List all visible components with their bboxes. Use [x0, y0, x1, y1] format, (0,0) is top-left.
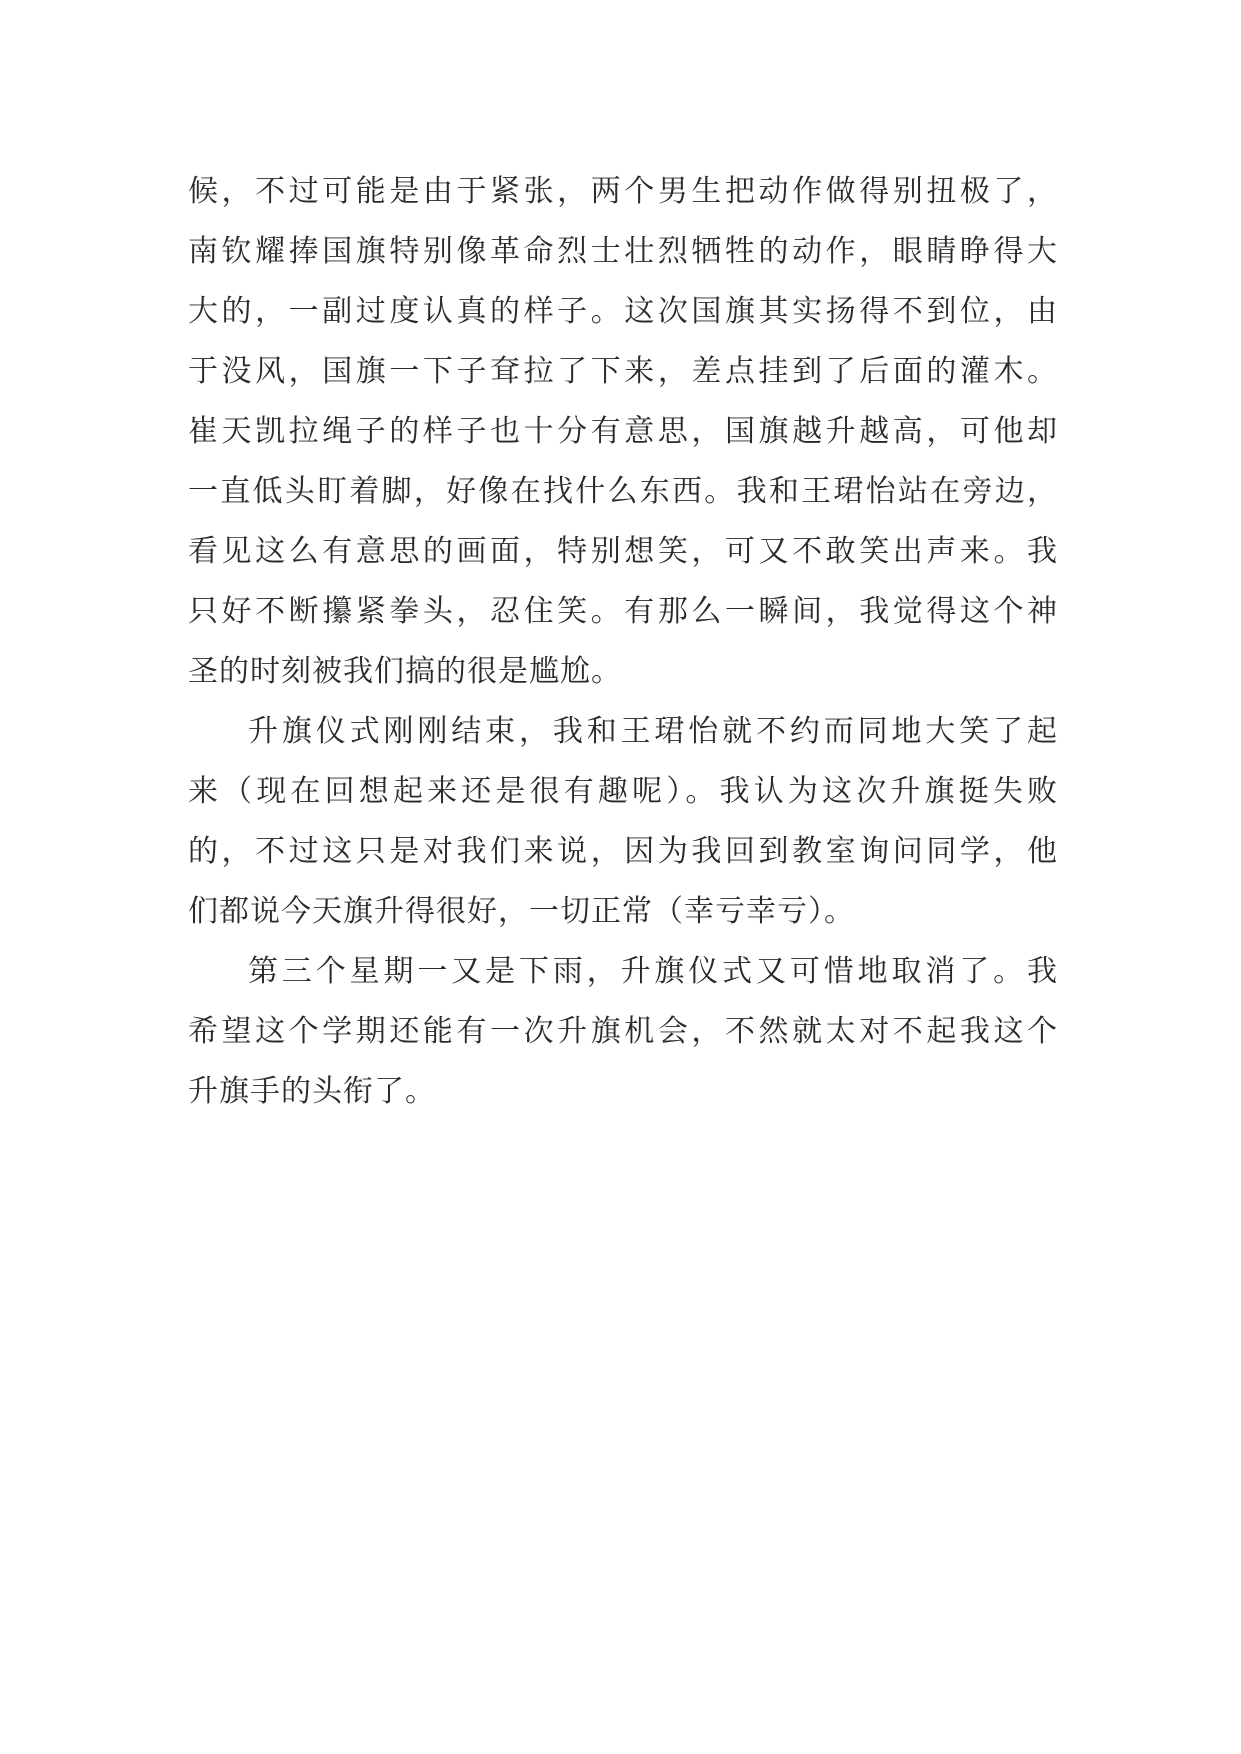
text-line: 看见这么有意思的画面，特别想笑，可又不敢笑出声来。我	[188, 534, 1058, 569]
text-line: 的，不过这只是对我们来说，因为我回到教室询问同学，他	[188, 834, 1058, 869]
text-line: 于没风，国旗一下子耷拉了下来，差点挂到了后面的灌木。	[188, 354, 1058, 389]
paragraph-1	[188, 162, 1058, 702]
text-line: 圣的时刻被我们搞的很是尴尬。	[188, 654, 622, 689]
document-body	[188, 162, 1058, 1122]
text-line-indented: 第三个星期一又是下雨，升旗仪式又可惜地取消了。我	[248, 954, 1058, 989]
text-line: 候，不过可能是由于紧张，两个男生把动作做得别扭极了，	[188, 174, 1058, 209]
paragraph-3	[188, 942, 1058, 1122]
text-line: 大的，一副过度认真的样子。这次国旗其实扬得不到位，由	[188, 294, 1058, 329]
text-line: 升旗手的头衔了。	[188, 1074, 436, 1109]
text-line: 来（现在回想起来还是很有趣呢）。我认为这次升旗挺失败	[188, 774, 1058, 809]
text-line: 崔天凯拉绳子的样子也十分有意思，国旗越升越高，可他却	[188, 414, 1058, 449]
text-line: 们都说今天旗升得很好，一切正常（幸亏幸亏）。	[188, 894, 855, 929]
text-line: 希望这个学期还能有一次升旗机会，不然就太对不起我这个	[188, 1014, 1058, 1049]
text-line-indented: 升旗仪式刚刚结束，我和王珺怡就不约而同地大笑了起	[248, 714, 1058, 749]
text-line: 一直低头盯着脚，好像在找什么东西。我和王珺怡站在旁边，	[188, 474, 1058, 509]
text-line: 南钦耀捧国旗特别像革命烈士壮烈牺牲的动作，眼睛睁得大	[188, 234, 1058, 269]
text-line: 只好不断攥紧拳头，忍住笑。有那么一瞬间，我觉得这个神	[188, 594, 1058, 629]
paragraph-2	[188, 702, 1058, 942]
